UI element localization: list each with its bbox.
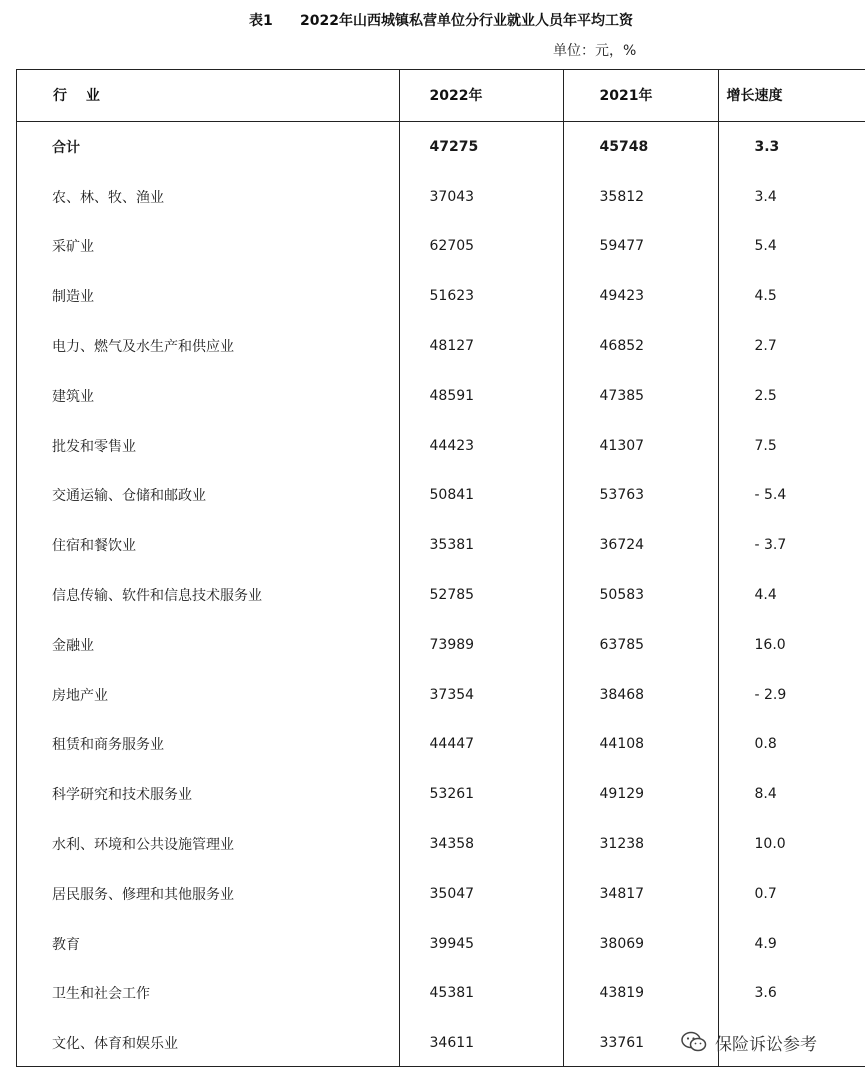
cell-2021: 47385	[563, 371, 718, 421]
cell-2022: 39945	[399, 919, 563, 969]
cell-growth: 10.0	[718, 819, 865, 869]
cell-industry: 采矿业	[52, 239, 94, 256]
cell-growth: - 2.9	[718, 670, 865, 720]
cell-2021: 44108	[563, 720, 718, 770]
cell-2021: 38069	[563, 919, 718, 969]
cell-industry: 科学研究和技术服务业	[52, 787, 192, 804]
cell-growth: 7.5	[718, 421, 865, 471]
cell-2022: 50841	[399, 471, 563, 521]
cell-2021: 36724	[563, 520, 718, 570]
wechat-icon	[681, 1031, 707, 1053]
cell-industry: 电力、燃气及水生产和供应业	[52, 339, 234, 356]
cell-industry: 批发和零售业	[52, 438, 136, 455]
cell-2022: 53261	[399, 769, 563, 819]
table-row-total	[16, 122, 865, 172]
cell-2021: 41307	[563, 421, 718, 471]
table-header-row	[16, 69, 865, 122]
cell-2021: 43819	[563, 969, 718, 1019]
cell-growth: 2.5	[718, 371, 865, 421]
table-row	[16, 421, 865, 471]
cell-growth: 3.6	[718, 969, 865, 1019]
cell-2022: 48127	[399, 321, 563, 371]
cell-industry: 金融业	[52, 637, 94, 654]
cell-2021: 53763	[563, 471, 718, 521]
cell-growth: 16.0	[718, 620, 865, 670]
cell-growth: 0.8	[718, 720, 865, 770]
unit-label: 单位：元，%	[553, 43, 637, 59]
cell-2022: 37043	[399, 172, 563, 222]
cell-industry: 住宿和餐饮业	[52, 538, 136, 555]
cell-2022: 44423	[399, 421, 563, 471]
table-row	[16, 620, 865, 670]
cell-2021: 59477	[563, 222, 718, 272]
header-2021: 2021年	[563, 69, 718, 122]
table-body	[16, 122, 865, 1068]
watermark	[681, 1028, 817, 1056]
cell-growth: - 3.7	[718, 520, 865, 570]
wage-table	[16, 69, 865, 1067]
table-row	[16, 869, 865, 919]
cell-growth: 3.4	[718, 172, 865, 222]
cell-industry: 交通运输、仓储和邮政业	[52, 488, 206, 505]
cell-growth: 0.7	[718, 869, 865, 919]
cell-industry: 教育	[52, 936, 80, 953]
cell-growth: 4.9	[718, 919, 865, 969]
cell-2022: 62705	[399, 222, 563, 272]
cell-2022: 51623	[399, 271, 563, 321]
cell-growth: - 5.4	[718, 471, 865, 521]
table-title	[0, 8, 865, 30]
cell-2022: 45381	[399, 969, 563, 1019]
cell-industry: 建筑业	[52, 388, 94, 405]
cell-industry: 水利、环境和公共设施管理业	[52, 837, 234, 854]
table-row	[16, 769, 865, 819]
table-row	[16, 720, 865, 770]
cell-2021: 33761	[563, 1018, 718, 1067]
header-growth: 增长速度	[718, 69, 865, 122]
table-row	[16, 919, 865, 969]
cell-growth: 3.3	[718, 122, 865, 172]
cell-industry: 租赁和商务服务业	[52, 737, 164, 754]
table-row	[16, 271, 865, 321]
header-industry: 行 业	[16, 69, 399, 122]
cell-2021: 49129	[563, 769, 718, 819]
cell-2022: 34611	[399, 1018, 563, 1067]
cell-2022: 34358	[399, 819, 563, 869]
table-row	[16, 222, 865, 272]
cell-2022: 35381	[399, 520, 563, 570]
cell-industry: 文化、体育和娱乐业	[52, 1036, 178, 1053]
cell-industry: 农、林、牧、渔业	[52, 189, 164, 206]
cell-industry: 居民服务、修理和其他服务业	[52, 886, 234, 903]
watermark-text: 保险诉讼参考	[715, 1034, 817, 1055]
cell-2021: 49423	[563, 271, 718, 321]
table-row	[16, 969, 865, 1019]
cell-industry: 制造业	[52, 289, 94, 306]
cell-2022: 47275	[399, 122, 563, 172]
cell-2021: 38468	[563, 670, 718, 720]
cell-industry: 房地产业	[52, 687, 108, 704]
cell-2022: 37354	[399, 670, 563, 720]
cell-growth: 2.7	[718, 321, 865, 371]
cell-industry: 合计	[52, 139, 80, 156]
cell-2021: 35812	[563, 172, 718, 222]
table-container	[16, 69, 865, 1067]
cell-2021: 63785	[563, 620, 718, 670]
cell-2022: 44447	[399, 720, 563, 770]
table-row	[16, 819, 865, 869]
table-row	[16, 570, 865, 620]
cell-growth: 4.4	[718, 570, 865, 620]
cell-2022: 52785	[399, 570, 563, 620]
table-number: 表1	[249, 13, 273, 29]
table-row	[16, 520, 865, 570]
table-title-text: 2022年山西城镇私营单位分行业就业人员年平均工资	[300, 13, 633, 29]
cell-industry: 卫生和社会工作	[52, 986, 150, 1003]
table-row	[16, 471, 865, 521]
cell-growth: 4.5	[718, 271, 865, 321]
header-2022: 2022年	[399, 69, 563, 122]
cell-2022: 35047	[399, 869, 563, 919]
cell-2021: 46852	[563, 321, 718, 371]
table-row	[16, 172, 865, 222]
cell-2022: 48591	[399, 371, 563, 421]
table-row	[16, 670, 865, 720]
table-row	[16, 321, 865, 371]
cell-growth: 8.4	[718, 769, 865, 819]
cell-2022: 73989	[399, 620, 563, 670]
cell-2021: 45748	[563, 122, 718, 172]
cell-2021: 50583	[563, 570, 718, 620]
cell-2021: 34817	[563, 869, 718, 919]
cell-industry: 信息传输、软件和信息技术服务业	[52, 588, 262, 605]
table-row	[16, 371, 865, 421]
cell-growth: 5.4	[718, 222, 865, 272]
cell-2021: 31238	[563, 819, 718, 869]
